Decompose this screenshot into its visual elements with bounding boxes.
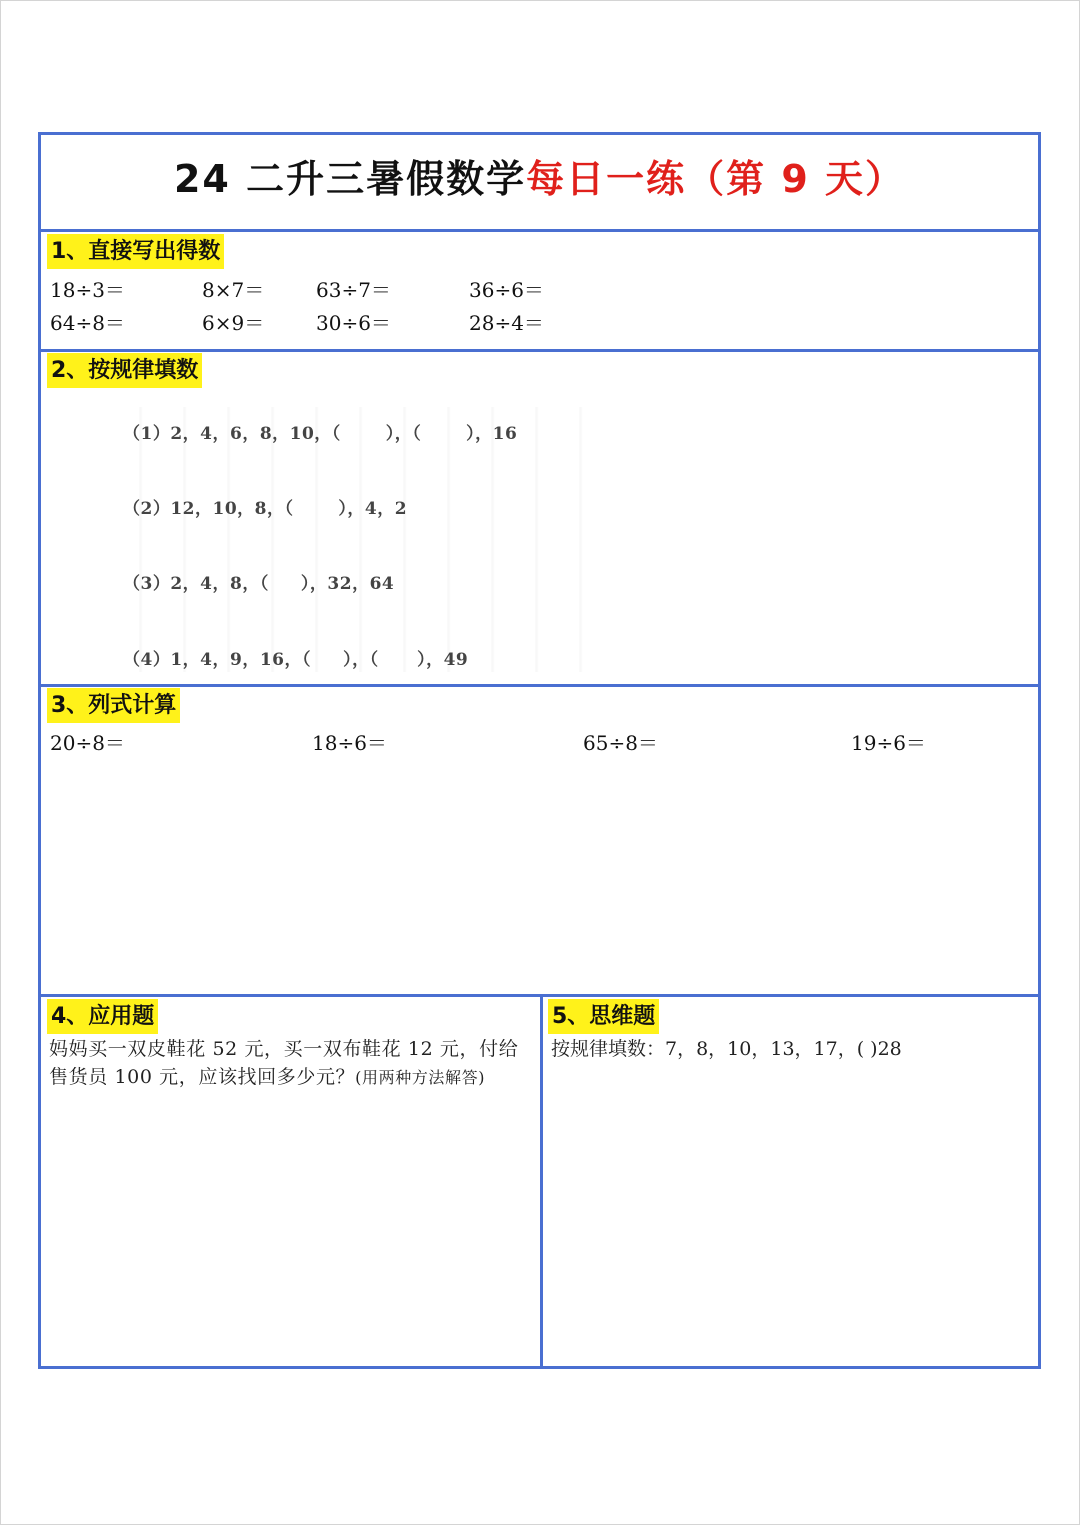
title-highlight: 每日一练（第 9 天） bbox=[526, 157, 906, 201]
divider-section1 bbox=[41, 349, 1038, 352]
page-title bbox=[41, 151, 1038, 207]
section1-heading: 1、直接写出得数 bbox=[47, 234, 224, 269]
sequence-line: （2）12，10，8，（ ），4，2 bbox=[123, 499, 408, 519]
problem: 19÷6＝ bbox=[851, 731, 926, 755]
problem: 30÷6＝ bbox=[316, 311, 391, 335]
divider-title bbox=[41, 229, 1038, 232]
sequence-image bbox=[99, 407, 589, 672]
problem: 28÷4＝ bbox=[469, 311, 544, 335]
word-problem bbox=[49, 1035, 519, 1092]
problem: 36÷6＝ bbox=[469, 278, 544, 302]
section2-heading: 2、按规律填数 bbox=[47, 353, 202, 388]
problem: 18÷6＝ bbox=[312, 731, 387, 755]
problem: 65÷8＝ bbox=[583, 731, 658, 755]
problem: 6×9＝ bbox=[202, 311, 265, 335]
worksheet bbox=[38, 132, 1041, 1369]
section4-heading: 4、应用题 bbox=[47, 999, 158, 1034]
section5-heading: 5、思维题 bbox=[548, 999, 659, 1034]
title-main: 24 二升三暑假数学 bbox=[173, 157, 527, 201]
word-problem-text: 妈妈买一双皮鞋花 52 元，买一双布鞋花 12 元，付给售货员 100 元，应该找回多少元？ bbox=[49, 1038, 519, 1088]
section3-heading: 3、列式计算 bbox=[47, 688, 180, 723]
problem: 18÷3＝ bbox=[50, 278, 125, 302]
problem: 63÷7＝ bbox=[316, 278, 391, 302]
divider-section4-5 bbox=[540, 997, 543, 1366]
thinking-problem: 按规律填数：7，8，10，13，17，( )28 bbox=[551, 1038, 902, 1060]
problem: 8×7＝ bbox=[202, 278, 265, 302]
word-problem-note: (用两种方法解答) bbox=[355, 1068, 486, 1087]
sequence-line: （4）1，4，9，16，（ ），（ ），49 bbox=[123, 650, 469, 670]
problem: 64÷8＝ bbox=[50, 311, 125, 335]
sequence-line: （3）2，4，8，（ ），32，64 bbox=[123, 574, 395, 594]
problem: 20÷8＝ bbox=[50, 731, 125, 755]
sequence-line: （1）2，4，6，8，10，（ ），（ ），16 bbox=[123, 424, 518, 444]
divider-section2 bbox=[41, 684, 1038, 687]
